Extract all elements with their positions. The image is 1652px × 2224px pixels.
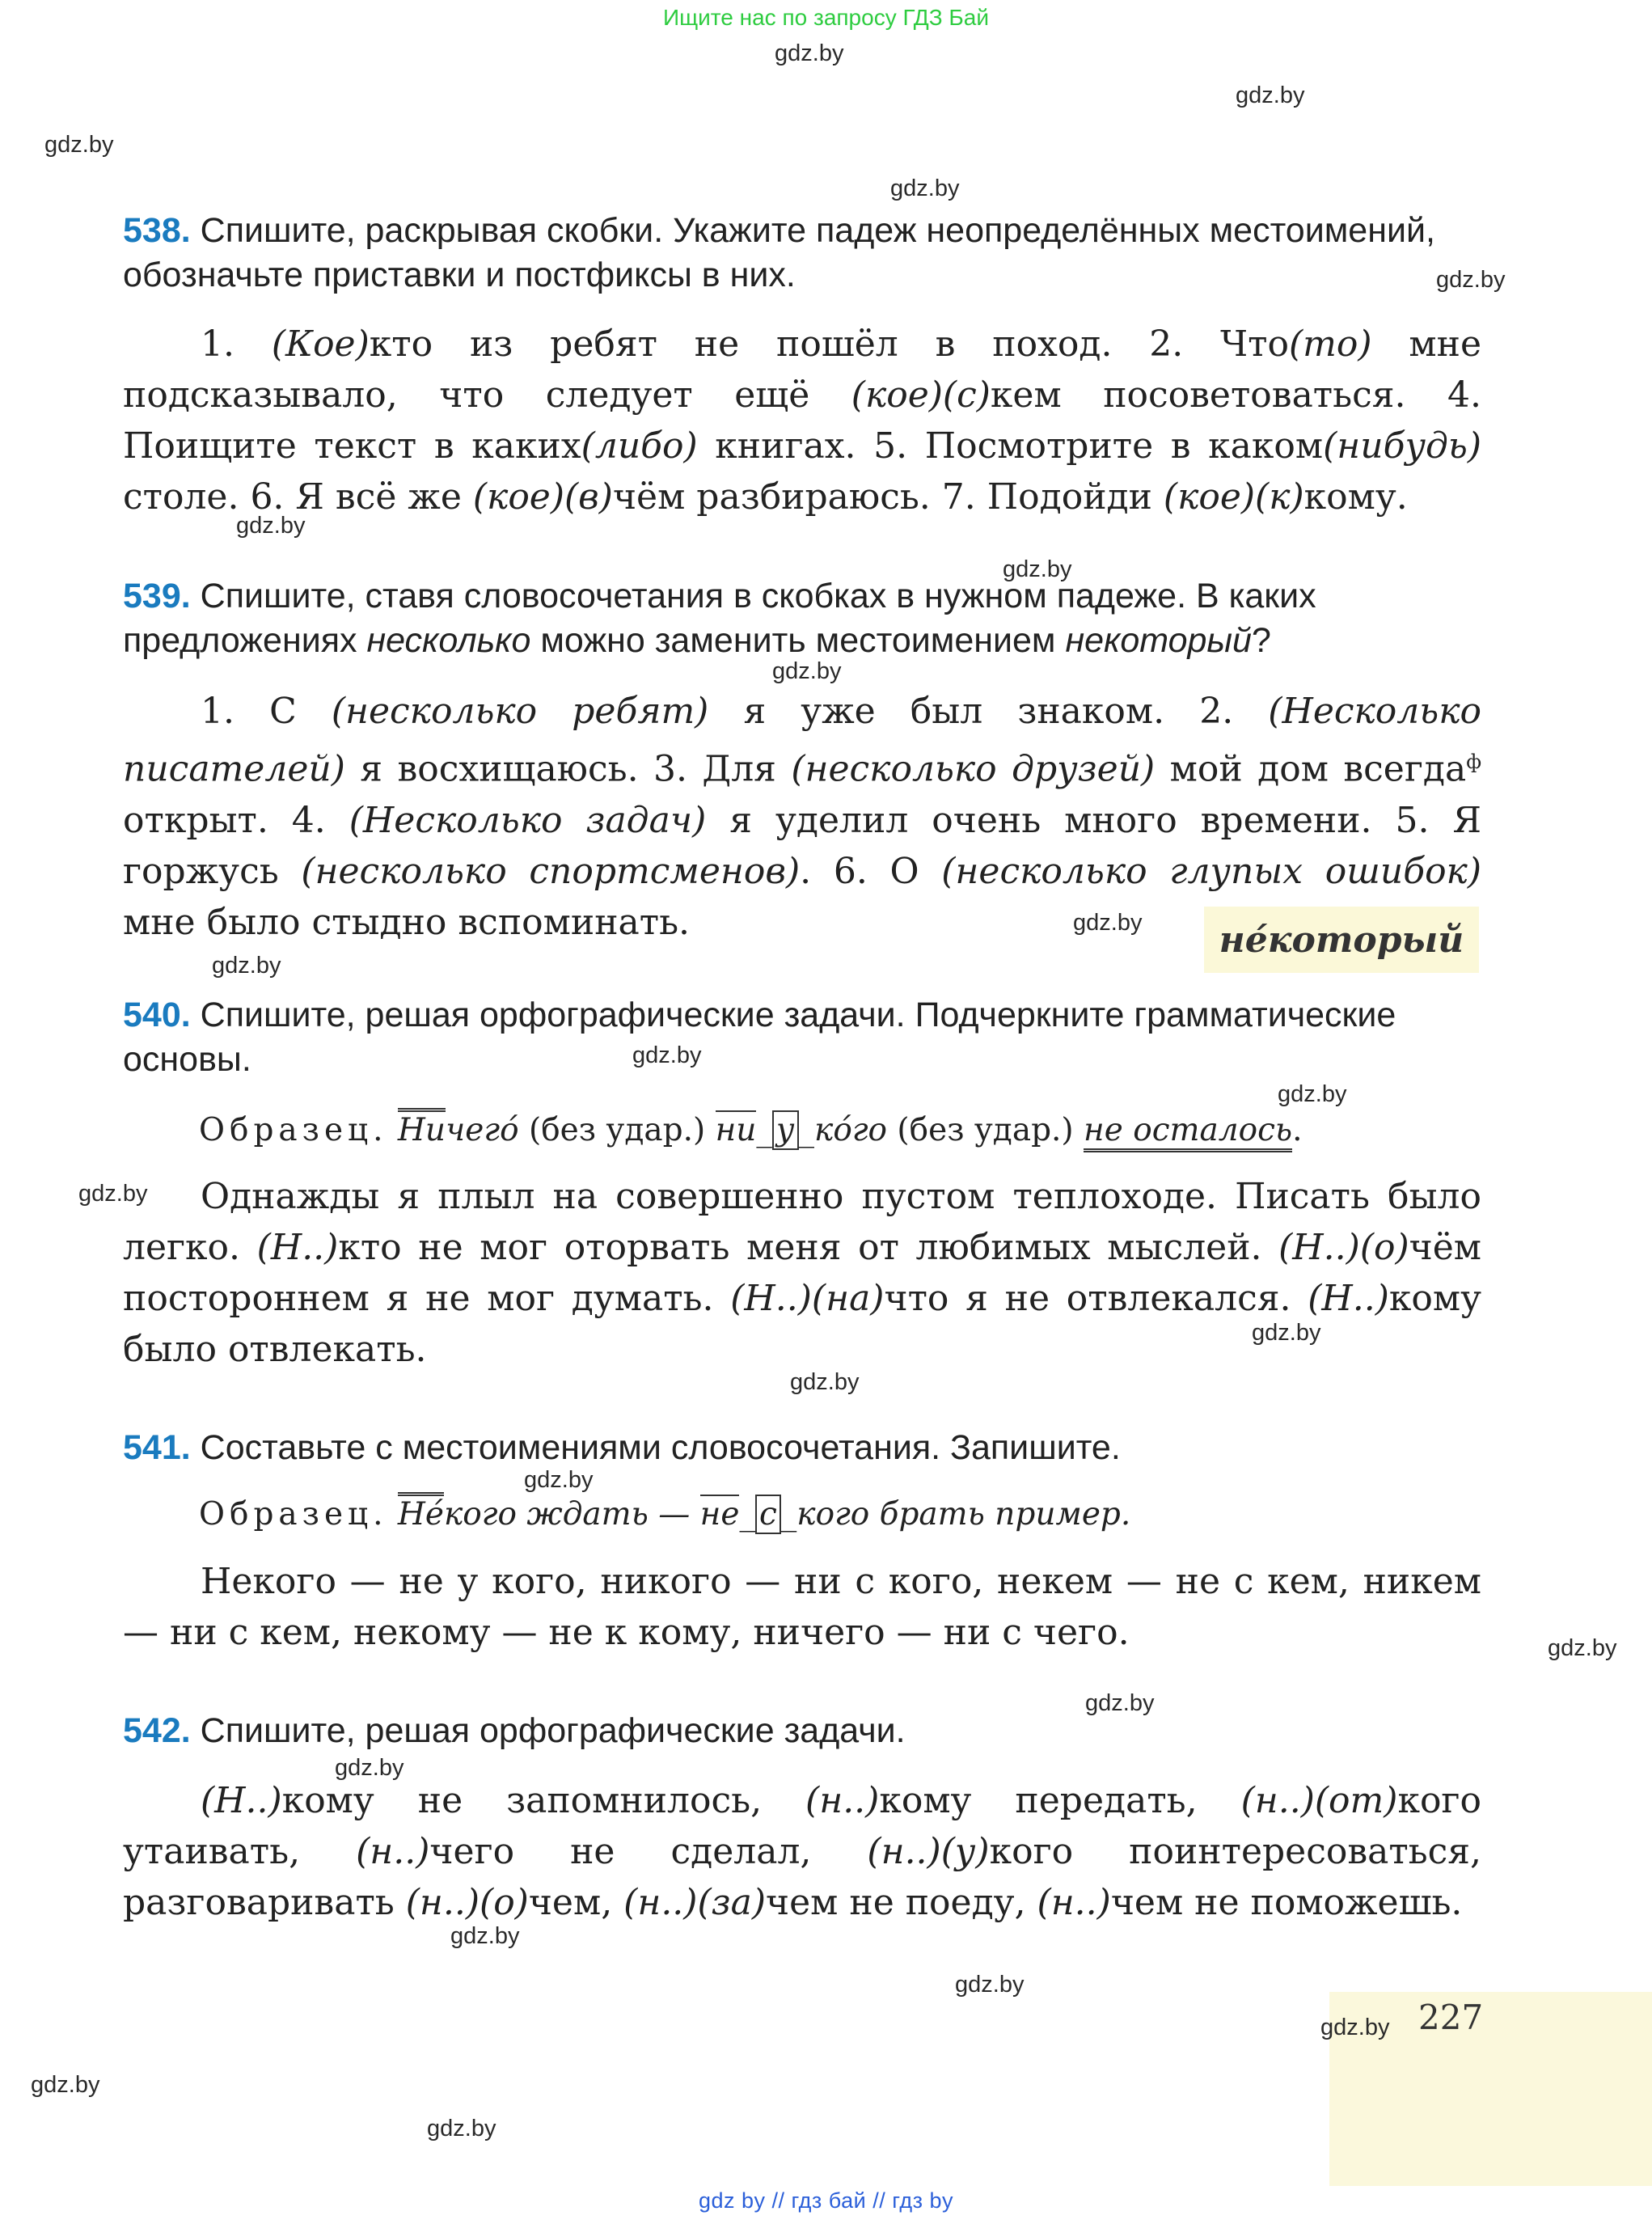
task-number: 542. <box>123 1711 191 1750</box>
watermark: gdz.by <box>632 1042 702 1068</box>
task-number: 540. <box>123 996 191 1034</box>
task-instruction: Спишите, решая орфографические задачи. Подчеркните грамматические основы. <box>123 996 1396 1079</box>
watermark: gdz.by <box>772 658 842 684</box>
task-541-heading <box>123 1426 1481 1470</box>
task-538-text: 1. (Кое)кто из ребят не пошёл в поход. 2. Что(то) мне подсказывало, что следует ещё (кое)(с)кем посоветоваться. 4. Поищите текст в каких(либо) книгах. 5. Посмотрите в каком(нибудь) столе. 6. Я всё же (кое)(в)чём разбираюсь. 7. Подойди (кое)(к)кому. <box>123 323 1482 518</box>
watermark: gdz.by <box>890 175 960 201</box>
sample-541: Образец. Не́кого ждать — не_ с _кого брать пример. <box>199 1492 1481 1537</box>
page-number: 227 <box>1418 1998 1484 2037</box>
watermark: gdz.by <box>427 2116 496 2142</box>
watermark: gdz.by <box>1073 910 1143 936</box>
task-instruction: Спишите, решая орфографические задачи. <box>200 1711 906 1750</box>
watermark: gdz.by <box>1003 556 1072 582</box>
task-541-text: Некого — не у кого, никого — ни с кого, некем — не с кем, никем — ни с кем, некому — не к кому, ничего — ни с чего. <box>123 1561 1481 1653</box>
task-542-text: (Н..)кому не запомнилось, (н..)кому передать, (н..)(от)кого утаивать, (н..)чего не сделал, (н..)(у)кого поинтересоваться, разговаривать (н..)(о)чем, (н..)(за)чем не поеду, (н..)чем не поможешь. <box>123 1780 1482 1923</box>
task-542-heading <box>123 1709 1481 1753</box>
task-number: 539. <box>123 577 191 615</box>
watermark: gdz.by <box>1320 2015 1390 2040</box>
watermark: gdz.by <box>1252 1320 1321 1346</box>
watermark: gdz.by <box>1278 1081 1347 1107</box>
task-number: 538. <box>123 211 191 250</box>
watermark: gdz.by <box>775 40 844 66</box>
task-539-text: 1. С (несколько ребят) я уже был знаком. 2. (Несколько писателей) я восхищаюсь. 3. Для (несколько друзей) мой дом всегда$^ф$ открыт. 4. (Несколько задач) я уделил очень много времени. 5. Я горжусь (несколько спортсменов). 6. О (несколько глупых ошибок) мне было стыдно вспоминать. <box>123 691 1482 943</box>
watermark: gdz.by <box>1548 1635 1617 1661</box>
watermark: gdz.by <box>236 513 306 539</box>
task-538-heading <box>123 209 1481 298</box>
watermark: gdz.by <box>335 1755 404 1781</box>
footer-links[interactable]: gdz by // гдз бай // гдз by <box>698 2188 954 2213</box>
watermark: gdz.by <box>1085 1690 1155 1716</box>
watermark: gdz.by <box>44 132 114 158</box>
watermark: gdz.by <box>790 1369 860 1395</box>
watermark: gdz.by <box>1236 82 1305 108</box>
watermark: gdz.by <box>955 1972 1025 1998</box>
top-banner: Ищите нас по запросу ГДЗ Бай <box>662 5 990 30</box>
task-540-heading <box>123 993 1481 1082</box>
margin-note: не́который <box>1204 907 1479 973</box>
task-number: 541. <box>123 1428 191 1467</box>
task-instruction: Составьте с местоимениями словосочетания. Запишите. <box>200 1428 1121 1467</box>
watermark: gdz.by <box>524 1467 594 1493</box>
task-540-text: Однажды я плыл на совершенно пустом теплоходе. Писать было легко. (Н..)кто не мог оторвать меня от любимых мыслей. (Н..)(о)чём постороннем я не мог думать. (Н..)(на)что я не отвлекался. (Н..)кому было отвлекать. <box>123 1176 1482 1370</box>
task-instruction: Спишите, раскрывая скобки. Укажите падеж неопределённых местоимений, обозначьте приставки и постфиксы в них. <box>123 211 1435 294</box>
sample-540: Образец. Ничего́ (без удар.) ни_ у _ко́го (без удар.) не осталось. <box>199 1108 1481 1153</box>
watermark: gdz.by <box>450 1923 520 1949</box>
task-539-heading: 539. Спишите, ставя словосочетания в скобках в нужном падеже. В каких предложениях несколько можно заменить местоимением некоторый? <box>123 577 1316 660</box>
watermark: gdz.by <box>78 1181 148 1207</box>
watermark: gdz.by <box>31 2072 100 2098</box>
watermark: gdz.by <box>212 953 281 979</box>
watermark: gdz.by <box>1436 267 1506 293</box>
